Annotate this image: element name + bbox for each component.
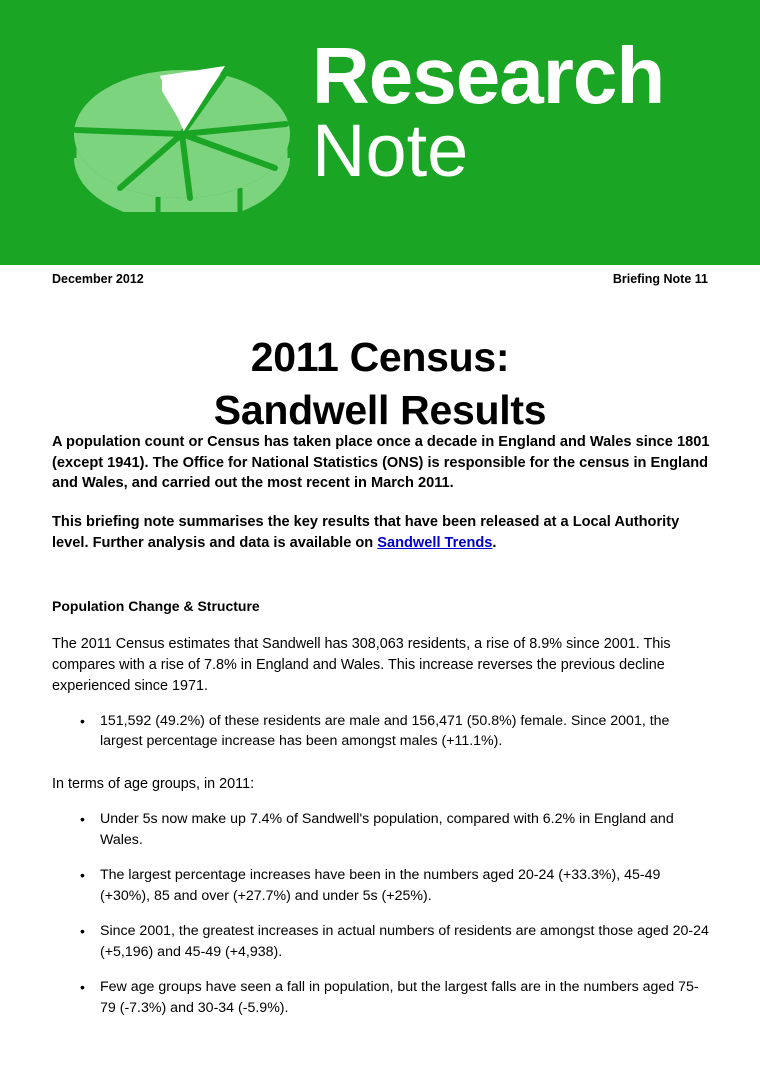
bullet-icon: •	[80, 810, 85, 827]
bullet-icon: •	[80, 923, 85, 940]
section-heading-population: Population Change & Structure	[52, 597, 260, 614]
list-item	[52, 921, 712, 962]
document-body	[52, 432, 712, 1031]
briefing-note-number: Briefing Note 11	[612, 272, 708, 286]
list-item-text: 151,592 (49.2%) of these residents are male and 156,471 (50.8%) female. Since 2001, the largest percentage increase has been amongst males (+11.1%).	[100, 712, 670, 750]
bullet-icon: •	[80, 712, 85, 729]
list-item-text: Since 2001, the greatest increases in actual numbers of residents are amongst those aged 20-24 (+5,196) and 45-49 (+4,938).	[100, 923, 709, 960]
list-item-text: The largest percentage increases have been in the numbers aged 20-24 (+33.3%), 45-49 (+30%), 85 and over (+27.7%) and under 5s (+25%).	[100, 867, 661, 904]
bullet-list-age-groups	[52, 809, 712, 1019]
list-item	[52, 977, 712, 1018]
masthead-banner	[0, 0, 760, 265]
list-item	[52, 865, 712, 906]
bullet-icon: •	[80, 867, 85, 884]
lead-paragraph-2-text-after: .	[492, 534, 497, 551]
lead-paragraph-1: A population count or Census has taken place once a decade in England and Wales since 1801 (except 1941). The Office for National Statistics (ONS) is responsible for the census in England and Wales, and carried out the most recent in March 2011.	[52, 434, 710, 492]
list-item	[52, 809, 712, 850]
lead-paragraph-2	[52, 512, 712, 553]
publication-date: December 2012	[52, 272, 144, 286]
age-groups-intro: In terms of age groups, in 2011:	[52, 775, 255, 792]
page-title-line-2: Sandwell Results	[213, 386, 547, 433]
page-title	[52, 331, 708, 436]
section-intro-paragraph: The 2011 Census estimates that Sandwell has 308,063 residents, a rise of 8.9% since 2001. This compares with a rise of 7.8% in England and Wales. This increase reverses the previous decline experienced since 1971.	[52, 635, 671, 694]
bullet-icon: •	[80, 979, 85, 996]
brand-line-note: Note	[312, 109, 469, 192]
pie-chart-3d-icon	[62, 42, 297, 212]
list-item	[52, 711, 712, 752]
brand-wordmark	[312, 31, 712, 192]
document-meta-row	[52, 272, 708, 286]
page-title-line-1: 2011 Census:	[250, 334, 510, 381]
list-item-text: Under 5s now make up 7.4% of Sandwell's population, compared with 6.2% in England and Wales.	[100, 810, 674, 848]
sandwell-trends-link[interactable]: Sandwell Trends	[377, 534, 493, 551]
list-item-text: Few age groups have seen a fall in population, but the largest falls are in the numbers aged 75-79 (-7.3%) and 30-34 (-5.9%).	[100, 979, 699, 1017]
spacer	[52, 764, 712, 774]
bullet-list-population	[52, 711, 712, 752]
lead-paragraph-2-text-before: This briefing note summarises the key results that have been released at a Local Authority level. Further analysis and data is available on	[52, 514, 680, 551]
brand-line-research: Research	[312, 31, 665, 120]
